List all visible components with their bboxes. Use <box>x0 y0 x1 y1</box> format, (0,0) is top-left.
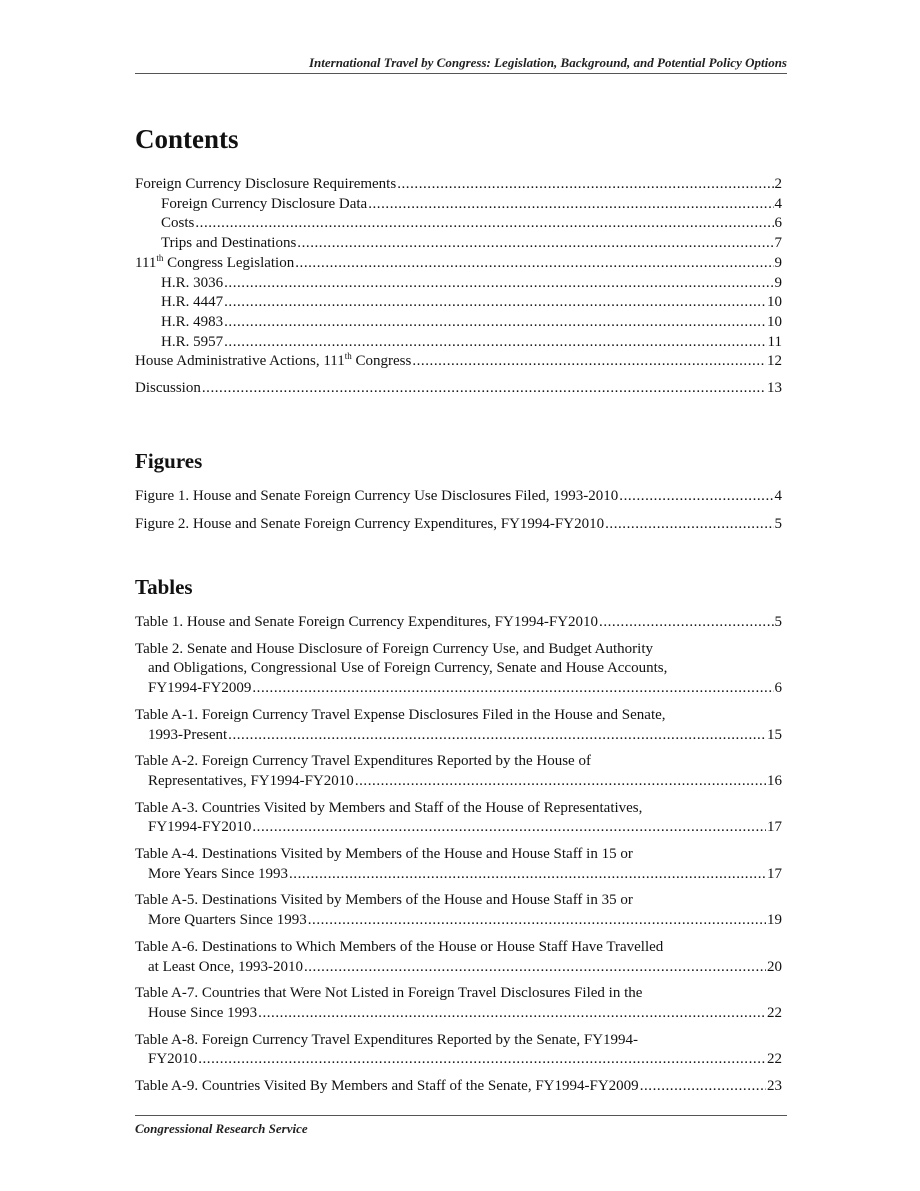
toc-entry[interactable] <box>135 313 782 333</box>
dot-leader <box>258 1004 766 1024</box>
table-entry-label-cont: More Quarters Since 1993 <box>148 912 307 929</box>
toc-entry[interactable] <box>135 379 782 399</box>
dot-leader <box>202 379 766 399</box>
table-entry-label: Table A-7. Countries that Were Not Listed in Foreign Travel Disclosures Filed in the <box>135 985 643 1002</box>
table-entry-label-cont: and Obligations, Congressional Use of Foreign Currency, Senate and House Accounts, <box>148 660 668 677</box>
dot-leader <box>397 175 773 195</box>
toc-entry[interactable] <box>135 195 782 215</box>
table-entry-page: 16 <box>767 772 782 789</box>
table-entry-line <box>135 613 782 633</box>
dot-leader <box>228 726 766 746</box>
table-entry-label: Table A-1. Foreign Currency Travel Expense Disclosures Filed in the House and Senate, <box>135 706 666 723</box>
running-footer: Congressional Research Service <box>135 1121 308 1136</box>
table-entry-label: Table 1. House and Senate Foreign Currency Expenditures, FY1994-FY2010 <box>135 614 599 630</box>
table-entry-line <box>135 726 782 746</box>
table-entry-line <box>135 772 782 792</box>
table-entry-label-cont: Representatives, FY1994-FY2010 <box>148 772 354 789</box>
dot-leader <box>289 865 766 885</box>
table-entry[interactable] <box>135 613 782 633</box>
table-entry-line <box>135 1004 782 1024</box>
table-entry-page: 19 <box>767 912 782 929</box>
dot-leader <box>224 333 766 353</box>
dot-leader <box>605 515 773 535</box>
dot-leader <box>599 613 773 633</box>
toc-entry-label: H.R. 4983 <box>161 313 224 330</box>
dot-leader <box>355 772 766 792</box>
contents-list <box>135 175 782 399</box>
toc-entry-label: Discussion <box>135 380 201 397</box>
table-entry-label: Table A-2. Foreign Currency Travel Expenditures Reported by the House of <box>135 753 591 770</box>
toc-entry-page: 10 <box>767 313 782 330</box>
toc-entry-page: 9 <box>774 254 782 271</box>
toc-entry-label: Foreign Currency Disclosure Requirements <box>135 176 397 192</box>
toc-entry-label: Foreign Currency Disclosure Data <box>161 195 368 212</box>
toc-entry-page: 6 <box>774 215 782 232</box>
table-entry-label: Table A-9. Countries Visited By Members and Staff of the Senate, FY1994-FY2009 <box>135 1078 639 1095</box>
toc-entry[interactable] <box>135 274 782 294</box>
table-entry-line <box>135 911 782 931</box>
table-entry-line <box>135 1050 782 1070</box>
toc-entry-page: 4 <box>774 195 782 212</box>
dot-leader <box>308 911 766 931</box>
header-divider <box>135 73 787 74</box>
table-entry[interactable] <box>135 706 782 745</box>
contents-heading: Contents <box>135 124 239 154</box>
dot-leader <box>195 214 773 234</box>
dot-leader <box>252 679 773 699</box>
table-entry[interactable] <box>135 891 782 930</box>
table-entry[interactable] <box>135 984 782 1023</box>
toc-entry-label: Costs <box>161 215 195 232</box>
dot-leader <box>619 487 773 507</box>
figure-entry-page: 4 <box>774 488 782 504</box>
toc-entry-label <box>135 254 294 274</box>
label-part: Congress Legislation <box>163 254 295 271</box>
table-entry-label-cont: House Since 1993 <box>148 1004 258 1021</box>
dot-leader <box>224 293 766 313</box>
table-entry-page: 6 <box>774 680 782 697</box>
dot-leader <box>304 958 766 978</box>
label-part: 111 <box>135 254 157 271</box>
table-entry[interactable] <box>135 845 782 884</box>
table-entry[interactable] <box>135 1031 782 1070</box>
table-entry-label: Table A-8. Foreign Currency Travel Expenditures Reported by the Senate, FY1994- <box>135 1031 639 1048</box>
label-part: House Administrative Actions, 111 <box>135 353 345 370</box>
toc-entry-page: 9 <box>774 274 782 291</box>
toc-entry[interactable] <box>135 234 782 254</box>
figure-entry-label: Figure 2. House and Senate Foreign Currency Expenditures, FY1994-FY2010 <box>135 515 605 532</box>
toc-entry[interactable] <box>135 352 782 372</box>
table-entry-page: 20 <box>767 958 782 975</box>
figures-heading: Figures <box>135 449 203 473</box>
table-entry-label: Table A-6. Destinations to Which Members of the House or House Staff Have Travelled <box>135 938 664 955</box>
dot-leader <box>252 818 766 838</box>
table-entry-line <box>135 958 782 978</box>
table-entry-label-cont: at Least Once, 1993-2010 <box>148 958 303 975</box>
toc-entry[interactable] <box>135 333 782 353</box>
table-entry-label: Table A-5. Destinations Visited by Members of the House and House Staff in 35 or <box>135 892 633 909</box>
toc-entry[interactable] <box>135 254 782 274</box>
toc-entry-page: 10 <box>767 294 782 311</box>
table-entry-label: Table A-3. Countries Visited by Members and Staff of the House of Representatives, <box>135 799 643 816</box>
dot-leader <box>412 352 766 372</box>
toc-entry-label <box>135 352 411 372</box>
table-entry-line <box>135 679 782 699</box>
table-entry-page: 22 <box>767 1051 782 1068</box>
table-entry[interactable] <box>135 752 782 791</box>
table-entry-label-cont: 1993-Present <box>148 726 228 743</box>
table-entry-page: 5 <box>774 614 782 630</box>
toc-entry-label: H.R. 5957 <box>161 333 224 350</box>
dot-leader <box>368 195 773 215</box>
table-entry-page: 17 <box>767 819 782 836</box>
dot-leader <box>224 274 773 294</box>
toc-entry-label: H.R. 3036 <box>161 274 224 291</box>
table-entry-page: 17 <box>767 865 782 882</box>
table-entry[interactable] <box>135 640 782 699</box>
figure-entry[interactable] <box>135 515 782 535</box>
tables-heading: Tables <box>135 575 193 599</box>
toc-entry-page: 2 <box>774 176 782 192</box>
dot-leader <box>640 1077 766 1097</box>
table-entry-label-cont: More Years Since 1993 <box>148 865 288 882</box>
table-entry-label-cont: FY1994-FY2010 <box>148 819 252 836</box>
running-header: International Travel by Congress: Legislation, Background, and Potential Policy Options <box>308 55 787 70</box>
toc-entry-page: 11 <box>767 333 782 350</box>
ordinal-suffix: th <box>344 351 352 362</box>
toc-entry[interactable] <box>135 293 782 313</box>
table-entry-label-cont: FY2010 <box>148 1051 198 1068</box>
table-entry-line <box>135 865 782 885</box>
table-entry-line <box>135 1077 782 1097</box>
table-entry[interactable] <box>135 1077 782 1097</box>
table-entry-label-cont: FY1994-FY2009 <box>148 680 252 697</box>
dot-leader <box>297 234 773 254</box>
table-entry-page: 15 <box>767 726 782 743</box>
table-entry-label: Table 2. Senate and House Disclosure of Foreign Currency Use, and Budget Authority <box>135 640 654 657</box>
table-entry-label: Table A-4. Destinations Visited by Members of the House and House Staff in 15 or <box>135 846 633 863</box>
toc-entry-page: 12 <box>767 353 782 370</box>
figures-list <box>135 487 782 534</box>
dot-leader <box>224 313 766 333</box>
figure-entry-label: Figure 1. House and Senate Foreign Currency Use Disclosures Filed, 1993-2010 <box>135 488 619 504</box>
tables-list <box>135 613 782 1104</box>
toc-entry[interactable] <box>135 175 782 195</box>
toc-entry-label: H.R. 4447 <box>161 294 224 311</box>
figure-entry-page: 5 <box>774 515 782 532</box>
toc-entry-page: 13 <box>767 380 782 397</box>
figure-entry[interactable] <box>135 487 782 507</box>
toc-entry[interactable] <box>135 214 782 234</box>
footer-divider <box>135 1115 787 1116</box>
table-entry-page: 22 <box>767 1004 782 1021</box>
table-entry-page: 23 <box>767 1078 782 1095</box>
toc-entry-label: Trips and Destinations <box>161 235 297 252</box>
dot-leader <box>295 254 773 274</box>
ordinal-suffix: th <box>156 252 164 263</box>
table-entry[interactable] <box>135 799 782 838</box>
toc-entry-page: 7 <box>774 235 782 252</box>
dot-leader <box>198 1050 766 1070</box>
table-entry[interactable] <box>135 938 782 977</box>
label-part: Congress <box>351 353 412 370</box>
table-entry-line <box>135 818 782 838</box>
